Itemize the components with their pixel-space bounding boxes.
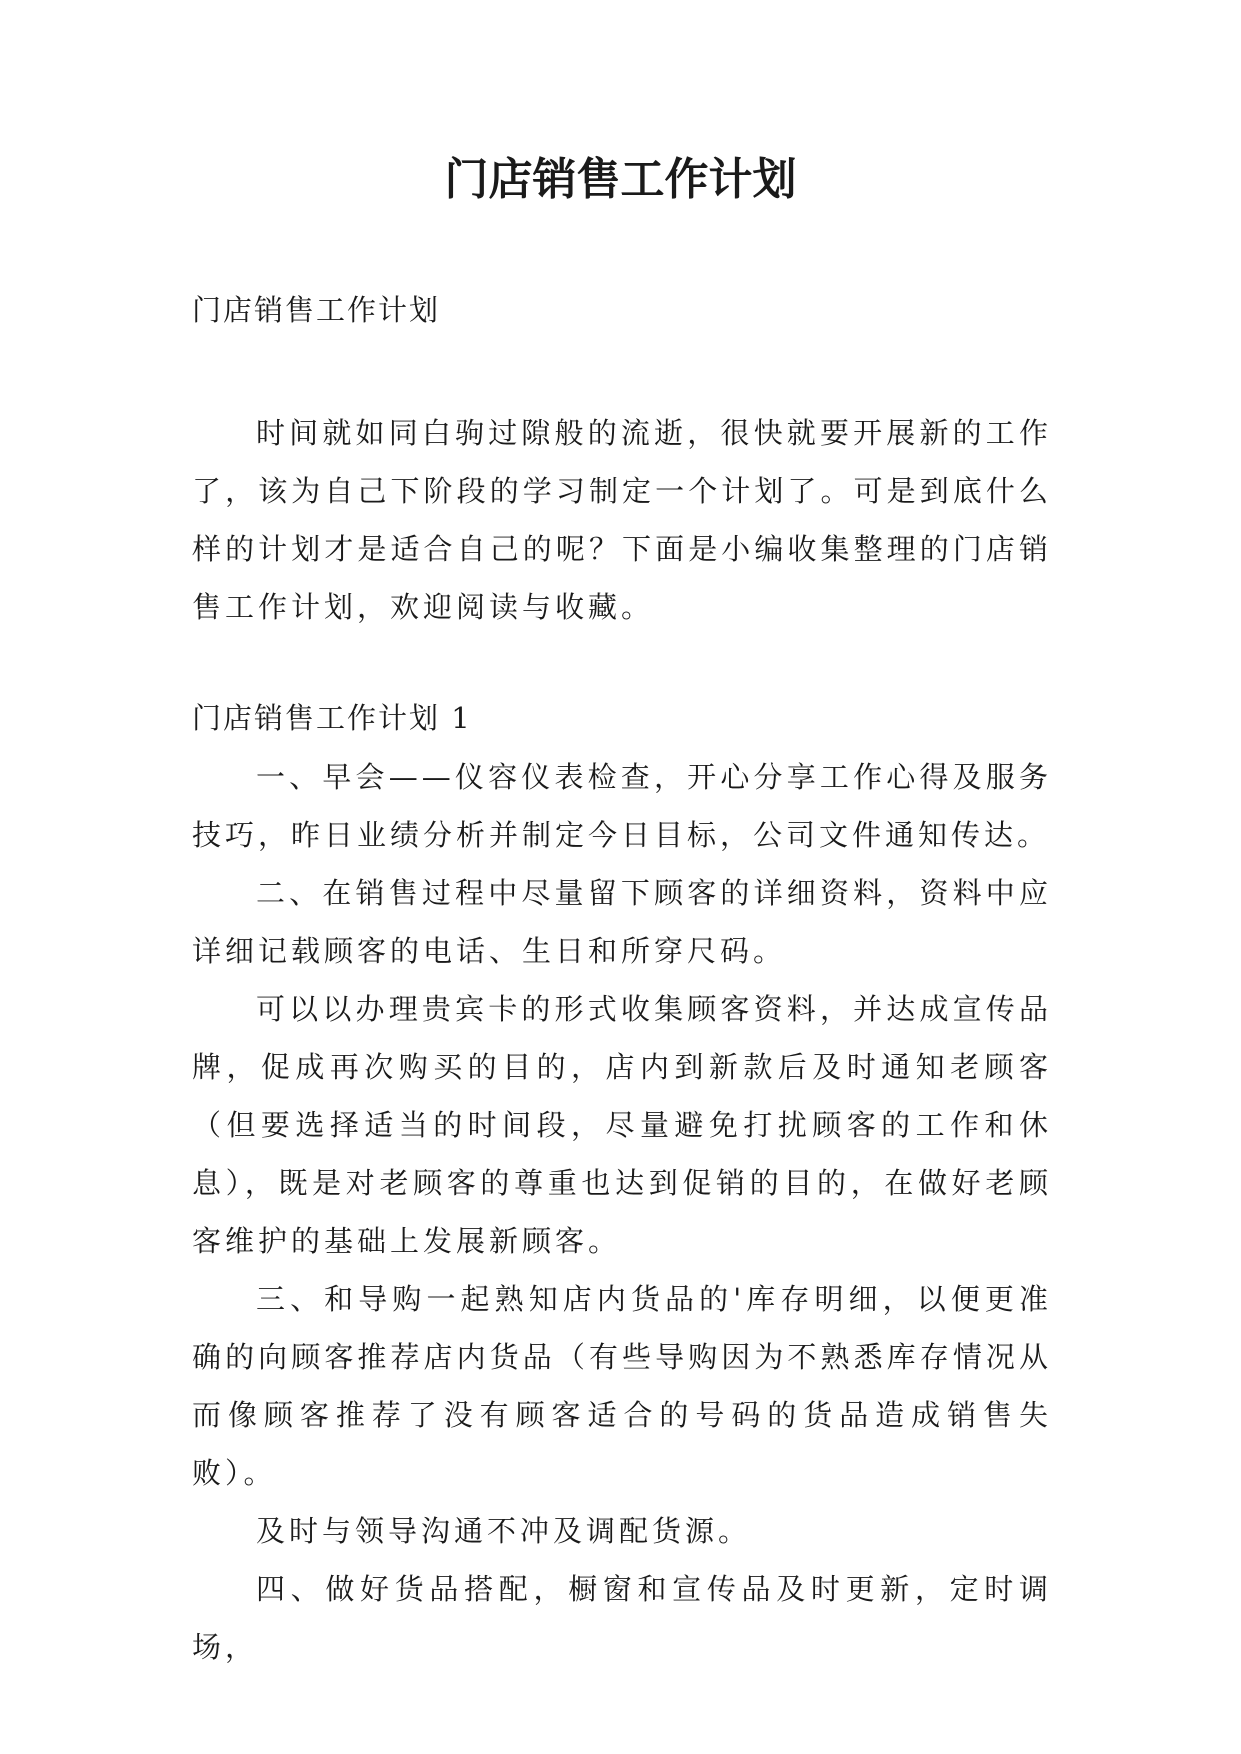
document-title: 门店销售工作计划	[444, 154, 797, 205]
paragraph-4: 三、和导购一起熟知店内货品的'库存明细，以便更准确的向顾客推荐店内货品（有些导购因为不熟悉库存情况从而像顾客推荐了没有顾客适合的号码的货品造成销售失败）。	[192, 1282, 1052, 1490]
document-subtitle: 门店销售工作计划	[192, 293, 441, 327]
section-heading: 门店销售工作计划 1	[192, 701, 472, 735]
paragraph-1: 一、早会——仪容仪表检查，开心分享工作心得及服务技巧，昨日业绩分析并制定今日目标，公司文件通知传达。	[192, 760, 1052, 852]
paragraph-3: 可以以办理贵宾卡的形式收集顾客资料，并达成宣传品牌，促成再次购买的目的，店内到新款后及时通知老顾客（但要选择适当的时间段，尽量避免打扰顾客的工作和休息），既是对老顾客的尊重也达到促销的目的，在做好老顾客维护的基础上发展新顾客。	[192, 992, 1052, 1258]
intro-paragraph: 时间就如同白驹过隙般的流逝，很快就要开展新的工作了，该为自己下阶段的学习制定一个计划了。可是到底什么样的计划才是适合自己的呢？下面是小编收集整理的门店销售工作计划，欢迎阅读与收藏。	[192, 416, 1052, 624]
paragraph-2: 二、在销售过程中尽量留下顾客的详细资料，资料中应详细记载顾客的电话、生日和所穿尺码。	[192, 876, 1052, 968]
paragraph-6: 四、做好货品搭配，橱窗和宣传品及时更新，定时调场，	[192, 1572, 1052, 1664]
paragraph-5: 及时与领导沟通不冲及调配货源。	[256, 1514, 752, 1548]
section-1	[192, 698, 1052, 1676]
